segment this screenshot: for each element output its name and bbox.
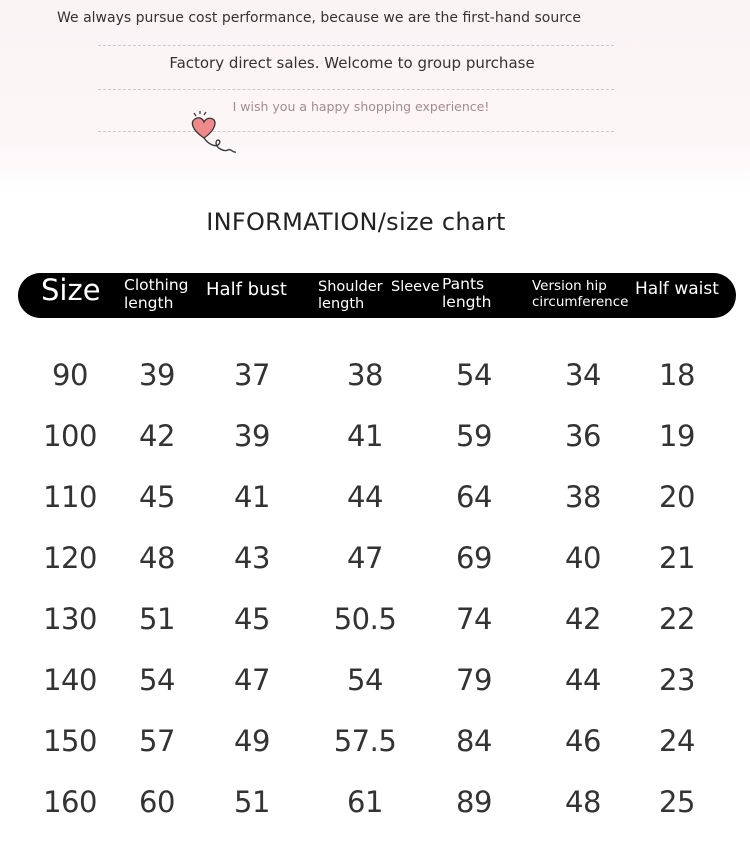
cell-pants-length: 74	[456, 602, 492, 636]
cell-half-bust: 51	[234, 785, 270, 819]
cell-hip-circumference: 44	[565, 663, 601, 697]
cell-clothing-length: 42	[139, 419, 175, 453]
cell-hip-circumference: 38	[565, 480, 601, 514]
dashed-divider	[98, 89, 614, 90]
cell-clothing-length: 57	[139, 724, 175, 758]
cell-hip-circumference: 48	[565, 785, 601, 819]
promo-line-factory-sales: Factory direct sales. Welcome to group purchase	[169, 54, 535, 72]
cell-half-waist: 20	[659, 480, 695, 514]
cell-size: 90	[52, 358, 88, 392]
cell-size: 100	[43, 419, 97, 453]
cell-half-bust: 39	[234, 419, 270, 453]
cell-shoulder-length: 38	[347, 358, 383, 392]
table-row	[0, 773, 750, 834]
cell-clothing-length: 39	[139, 358, 175, 392]
size-chart-title: INFORMATION/size chart	[206, 208, 506, 236]
cell-shoulder-length: 41	[347, 419, 383, 453]
cell-half-waist: 18	[659, 358, 695, 392]
cell-half-bust: 47	[234, 663, 270, 697]
cell-size: 130	[43, 602, 97, 636]
cell-clothing-length: 54	[139, 663, 175, 697]
header-version-hip-circumference: Version hip circumference	[532, 278, 629, 310]
cell-pants-length: 69	[456, 541, 492, 575]
promo-banner	[0, 0, 750, 190]
header-shoulder-length: Shoulder length	[318, 279, 383, 312]
cell-pants-length: 79	[456, 663, 492, 697]
cell-pants-length: 89	[456, 785, 492, 819]
cell-half-waist: 19	[659, 419, 695, 453]
header-sleeve: Sleeve	[391, 279, 440, 295]
cell-pants-length: 84	[456, 724, 492, 758]
table-row	[0, 407, 750, 468]
cell-half-bust: 37	[234, 358, 270, 392]
cell-clothing-length: 51	[139, 602, 175, 636]
cell-shoulder-length: 44	[347, 480, 383, 514]
cell-hip-circumference: 36	[565, 419, 601, 453]
cell-hip-circumference: 40	[565, 541, 601, 575]
cell-half-bust: 41	[234, 480, 270, 514]
cell-shoulder-length: 50.5	[333, 602, 397, 636]
dashed-divider	[98, 131, 614, 132]
cell-half-waist: 24	[659, 724, 695, 758]
cell-size: 110	[43, 480, 97, 514]
cell-size: 140	[43, 663, 97, 697]
header-half-waist: Half waist	[635, 279, 719, 299]
cell-size: 160	[43, 785, 97, 819]
cell-hip-circumference: 42	[565, 602, 601, 636]
cell-half-waist: 23	[659, 663, 695, 697]
cell-size: 150	[43, 724, 97, 758]
cell-shoulder-length: 61	[347, 785, 383, 819]
table-row	[0, 346, 750, 407]
cell-pants-length: 54	[456, 358, 492, 392]
cell-shoulder-length: 47	[347, 541, 383, 575]
cell-hip-circumference: 46	[565, 724, 601, 758]
promo-line-happy-shopping: I wish you a happy shopping experience!	[232, 99, 490, 114]
cell-half-waist: 25	[659, 785, 695, 819]
header-half-bust: Half bust	[206, 279, 287, 300]
header-pants-length: Pants length	[442, 275, 492, 311]
heart-doodle-icon	[186, 110, 244, 160]
cell-size: 120	[43, 541, 97, 575]
cell-pants-length: 64	[456, 480, 492, 514]
header-clothing-length: Clothing length	[124, 276, 189, 312]
cell-shoulder-length: 54	[347, 663, 383, 697]
cell-half-bust: 43	[234, 541, 270, 575]
cell-half-waist: 21	[659, 541, 695, 575]
cell-pants-length: 59	[456, 419, 492, 453]
cell-half-bust: 49	[234, 724, 270, 758]
header-size: Size	[41, 273, 101, 307]
dashed-divider	[98, 45, 614, 46]
table-row	[0, 468, 750, 529]
cell-shoulder-length: 57.5	[333, 724, 397, 758]
cell-hip-circumference: 34	[565, 358, 601, 392]
size-table-header	[18, 273, 736, 318]
cell-half-waist: 22	[659, 602, 695, 636]
cell-half-bust: 45	[234, 602, 270, 636]
cell-clothing-length: 48	[139, 541, 175, 575]
promo-line-cost-performance: We always pursue cost performance, because we are the first-hand source	[56, 10, 581, 26]
table-row	[0, 590, 750, 651]
table-row	[0, 651, 750, 712]
table-row	[0, 712, 750, 773]
table-row	[0, 529, 750, 590]
cell-clothing-length: 60	[139, 785, 175, 819]
cell-clothing-length: 45	[139, 480, 175, 514]
